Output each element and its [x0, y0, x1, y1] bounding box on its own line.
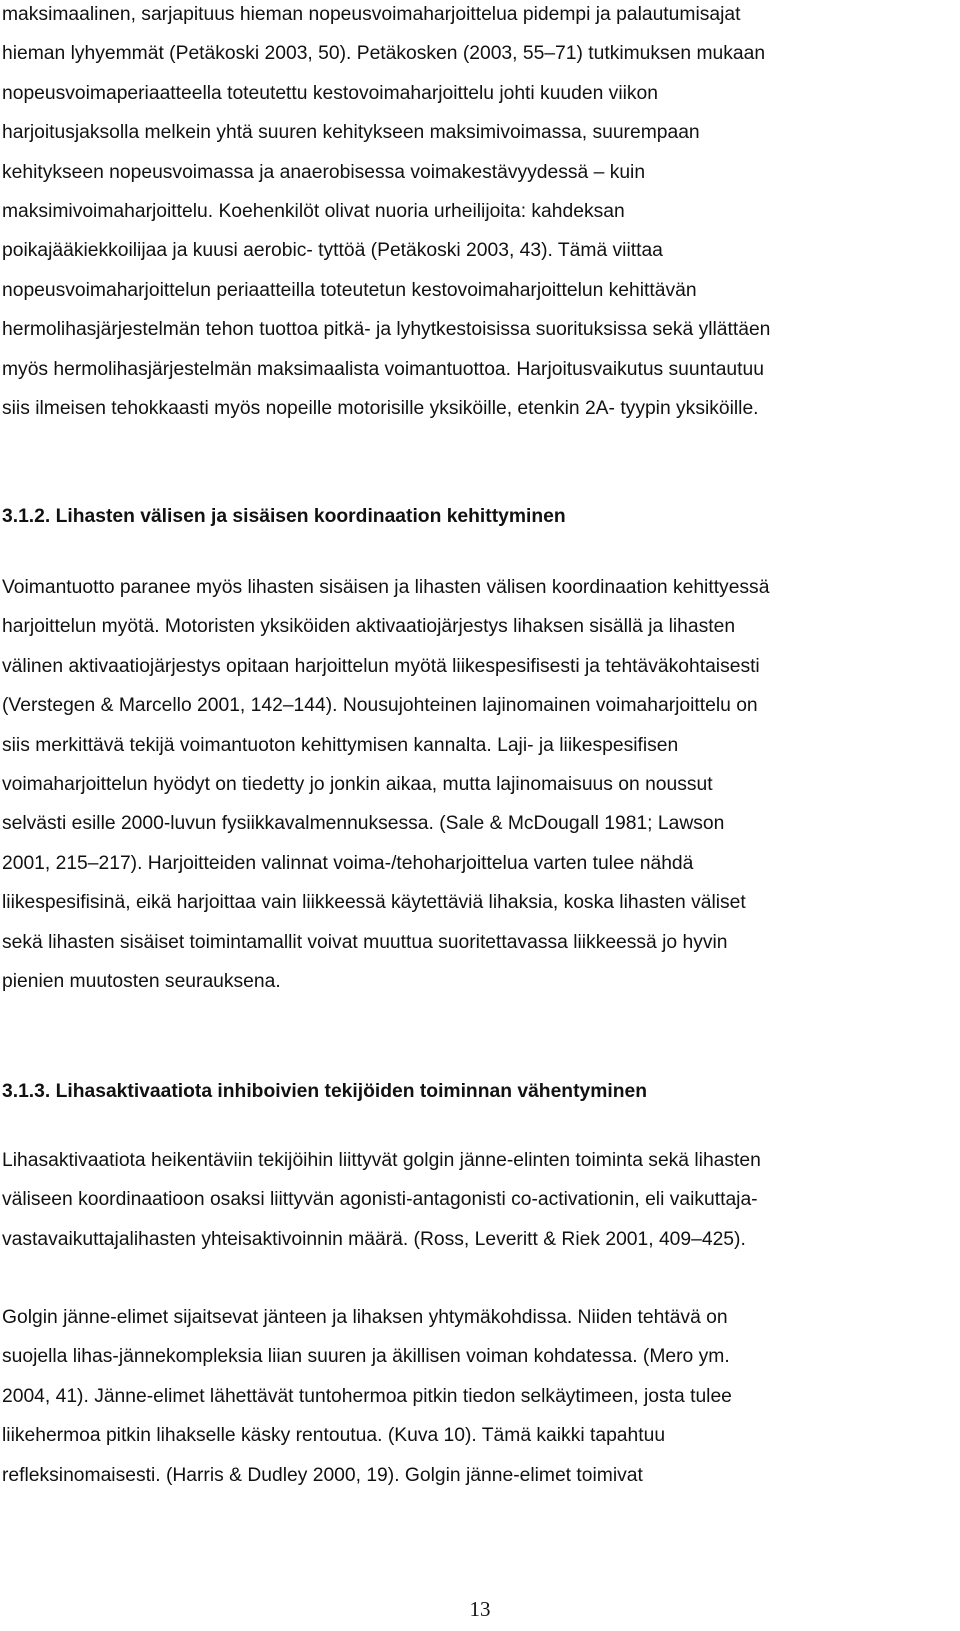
paragraph-strength-training-results — [2, 0, 954, 428]
section-heading-coordination: 3.1.2. Lihasten välisen ja sisäisen koordinaation kehittyminen — [2, 506, 566, 527]
text-line: liikehermoa pitkin lihakselle käsky rentoutua. (Kuva 10). Tämä kaikki tapahtuu — [2, 1425, 666, 1447]
text-line: siis ilmeisen tehokkaasti myös nopeille motorisille yksiköille, etenkin 2A- tyypin yksiköille. — [2, 397, 759, 419]
text-line: 2004, 41). Jänne-elimet lähettävät tuntohermoa pitkin tiedon selkäytimeen, josta tulee — [2, 1385, 732, 1407]
text-line: maksimaalinen, sarjapituus hieman nopeusvoimaharjoittelua pidempi ja palautumisajat — [2, 4, 741, 25]
text-line: hieman lyhyemmät (Petäkoski 2003, 50). Petäkosken (2003, 55–71) tutkimuksen mukaan — [2, 43, 766, 65]
section-heading-inhibition: 3.1.3. Lihasaktivaatiota inhiboivien tekijöiden toiminnan vähentyminen — [2, 1081, 647, 1102]
text-line: harjoitusjaksolla melkein yhtä suuren kehitykseen maksimivoimassa, suurempaan — [2, 122, 700, 144]
paragraph-coordination — [2, 568, 954, 1001]
text-line: vastavaikuttajalihasten yhteisaktivoinnin määrä. (Ross, Leveritt & Riek 2001, 409–425). — [2, 1228, 746, 1250]
text-line: 2001, 215–217). Harjoitteiden valinnat voima-/tehoharjoittelua varten tulee nähdä — [2, 852, 694, 874]
text-line: myös hermolihasjärjestelmän maksimaalista voimantuottoa. Harjoitusvaikutus suuntautuu — [2, 358, 764, 380]
text-line: liikespesifisinä, eikä harjoittaa vain liikkeessä käytettäviä lihaksia, koska lihasten väliset — [2, 892, 746, 914]
text-line: refleksinomaisesti. (Harris & Dudley 2000, 19). Golgin jänne-elimet toimivat — [2, 1464, 643, 1486]
text-line: välinen aktivaatiojärjestys opitaan harjoittelun myötä liikespesifisesti ja tehtäväkohtaisesti — [2, 655, 760, 677]
text-line: Lihasaktivaatiota heikentäviin tekijöihin liittyvät golgin jänne-elinten toiminta sekä lihasten — [2, 1150, 761, 1171]
text-line: suojella lihas-jännekompleksia liian suuren ja äkillisen voiman kohdatessa. (Mero ym. — [2, 1346, 730, 1368]
text-line: maksimivoimaharjoittelu. Koehenkilöt olivat nuoria urheilijoita: kahdeksan — [2, 200, 625, 222]
text-line: selvästi esille 2000-luvun fysiikkavalmennuksessa. (Sale & McDougall 1981; Lawson — [2, 813, 725, 835]
text-line: poikajääkiekkoilijaa ja kuusi aerobic- tyttöä (Petäkoski 2003, 43). Tämä viittaa — [2, 240, 663, 262]
paragraph-golgi-tendon-organs — [2, 1298, 954, 1495]
text-line: sekä lihasten sisäiset toimintamallit voivat muuttua suoritettavassa liikkeessä jo hyvin — [2, 931, 728, 953]
text-line: nopeusvoimaharjoittelun periaatteilla toteutetun kestovoimaharjoittelun kehittävän — [2, 279, 697, 301]
page-number: 13 — [469, 1597, 491, 1621]
text-line: siis merkittävä tekijä voimantuoton kehittymisen kannalta. Laji- ja liikespesifisen — [2, 734, 679, 756]
text-line: hermolihasjärjestelmän tehon tuottoa pitkä- ja lyhytkestoisissa suorituksissa sekä yllättäen — [2, 319, 771, 341]
text-line: pienien muutosten seurauksena. — [2, 970, 281, 992]
text-line: Voimantuotto paranee myös lihasten sisäisen ja lihasten välisen koordinaation kehittyessä — [2, 577, 770, 598]
text-line: voimaharjoittelun hyödyt on tiedetty jo jonkin aikaa, mutta lajinomaisuus on noussut — [2, 773, 713, 795]
text-line: harjoittelun myötä. Motoristen yksiköiden aktivaatiojärjestys lihaksen sisällä ja lihasten — [2, 616, 736, 638]
text-line: (Verstegen & Marcello 2001, 142–144). Nousujohteinen lajinomainen voimaharjoittelu on — [2, 695, 758, 717]
text-line: väliseen koordinaatioon osaksi liittyvän agonisti-antagonisti co-activationin, eli vaikuttaja- — [2, 1189, 758, 1211]
text-line: kehitykseen nopeusvoimassa ja anaerobisessa voimakestävyydessä – kuin — [2, 161, 646, 183]
text-line: nopeusvoimaperiaatteella toteutettu kestovoimaharjoittelu johti kuuden viikon — [2, 82, 658, 104]
paragraph-inhibition — [2, 1141, 954, 1259]
text-line: Golgin jänne-elimet sijaitsevat jänteen ja lihaksen yhtymäkohdissa. Niiden tehtävä on — [2, 1307, 728, 1328]
